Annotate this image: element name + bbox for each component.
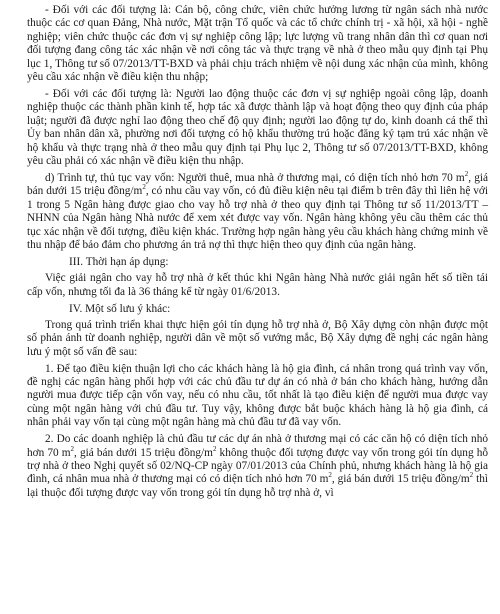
paragraph-officials-confirmation: - Đối với các đối tượng là: Cán bộ, công chức, viên chức hưởng lương từ ngân sách nhà nước thuộc các cơ quan Đảng, Nhà nước, Mặt trận Tổ quốc và các tổ chức chính trị - xã hội, xã hội - nghề nghiệp; viên chức thuộc các đơn vị sự nghiệp công lập; lực lượng vũ trang nhân dân thì cơ quan nơi đối tượng đang công tác xác nhận về nơi công tác và thực trạng về nhà ở theo mẫu quy định tại Phụ lục 1, Thông tư số 07/2013/TT-BXD và phải chịu trách nhiệm về nội dung xác nhận của mình, không yêu cầu xác nhận về điều kiện thu nhập; <box>27 4 488 84</box>
note-2-text-5: thì lại thuộc đối tượng được vay vốn trong gói tín dụng hỗ trợ nhà ở, vì <box>27 473 488 499</box>
loan-procedure-text-2: , giá bán dưới 15 triệu đồng/m <box>27 171 488 198</box>
superscript: 2 <box>142 183 146 192</box>
superscript: 2 <box>469 471 474 480</box>
superscript: 2 <box>70 444 75 453</box>
paragraph-notes-intro: Trong quá trình triển khai thực hiện gói tín dụng hỗ trợ nhà ở, Bộ Xây dựng còn nhận được một số phản ánh từ doanh nghiệp, người dân về một số vướng mắc, Bộ Xây dựng đề nghị các ngân hàng lưu ý một số vấn đề sau: <box>27 318 488 358</box>
paragraph-disbursement: Việc giải ngân cho vay hỗ trợ nhà ở kết thúc khi Ngân hàng Nhà nước giải ngân hết số tiền tái cấp vốn, nhưng tối đa là 36 tháng kể từ ngày 01/6/2013. <box>27 272 488 298</box>
section-heading-notes: IV. Một số lưu ý khác: <box>69 302 171 315</box>
note-2-text-2: , giá bán dưới 15 triệu đồng/m <box>74 446 213 459</box>
section-heading-validity: III. Thời hạn áp dụng: <box>69 255 169 268</box>
note-2-text-4: , giá bán dưới 15 triệu đồng/m <box>331 473 470 486</box>
loan-procedure-text-1: d) Trình tự, thủ tục vay vốn: Người thuê, mua nhà ở thương mại, có diện tích nhỏ hơn 70 m <box>45 171 465 184</box>
note-2-text-1: 2. Do các doanh nghiệp là chủ đầu tư các dự án nhà ở thương mại có các căn hộ có diện tích nhỏ hơn 70 m <box>27 433 488 459</box>
superscript: 2 <box>464 170 469 179</box>
superscript: 2 <box>212 444 217 453</box>
paragraph-note-1: 1. Để tạo điều kiện thuận lợi cho các khách hàng là hộ gia đình, cá nhân trong quá trình vay vốn, đề nghị các ngân hàng phối hợp với các chủ đầu tư dự án có nhà ở bán cho khách hàng, hướng dẫn người mua được tiếp cận vốn vay, nếu có nhu cầu, tốt nhất là tạo điều kiện để người mua được vay cùng một ngân hàng với chủ đầu tư. Tuy vậy, không được bắt buộc khách hàng là hộ gia đình, cá nhân phải vay vốn tại cùng một ngân hàng mà chủ đầu tư đã vay vốn. <box>27 362 488 429</box>
note-2-text-3: không thuộc đối tượng được vay vốn trong gói tín dụng hỗ trợ nhà ở theo Nghị quyết số 02/NQ-CP ngày 07/01/2013 của Chính phủ, nhưng khách hàng là hộ gia đình, cá nhân mua nhà ở thương mại có có diện tích nhỏ hơn 70 m <box>27 446 488 486</box>
paragraph-note-2 <box>27 433 488 500</box>
paragraph-workers-confirmation: - Đối với các đối tượng là: Người lao động thuộc các đơn vị sự nghiệp ngoài công lập, doanh nghiệp thuộc các thành phần kinh tế, hợp tác xã được thành lập và hoạt động theo quy định của pháp luật; người đã được nghỉ lao động theo chế độ quy định; người lao động tự do, kinh doanh cá thể thì Ủy ban nhân dân xã, phường nơi đối tượng có hộ khẩu thường trú hoặc đăng ký tạm trú xác nhận về hộ khẩu và thực trạng nhà ở theo mẫu quy định tại Phụ lục 2, Thông tư số 07/2013/TT-BXD, không yêu cầu phải có xác nhận về điều kiện thu nhập. <box>27 87 488 167</box>
superscript: 2 <box>328 471 332 480</box>
loan-procedure-text-3: , có nhu cầu vay vốn, có đủ điều kiện nêu tại điểm b trên đây thì liên hệ với 1 trong 5 Ngân hàng được giao cho vay hỗ trợ nhà ở theo quy định tại Thông tư số 11/2013/TT – NHNN của Ngân hàng Nhà nước để xem xét được vay vốn. Ngân hàng không yêu cầu thêm các thủ tục xác nhận về đối tượng, điều kiện khác. Trường hợp ngân hàng yêu cầu khách hàng chứng minh về thu nhập để bảo đảm cho phương án trả nợ thì thực hiện theo quy định của ngân hàng. <box>27 185 488 251</box>
paragraph-loan-procedure <box>27 172 488 252</box>
